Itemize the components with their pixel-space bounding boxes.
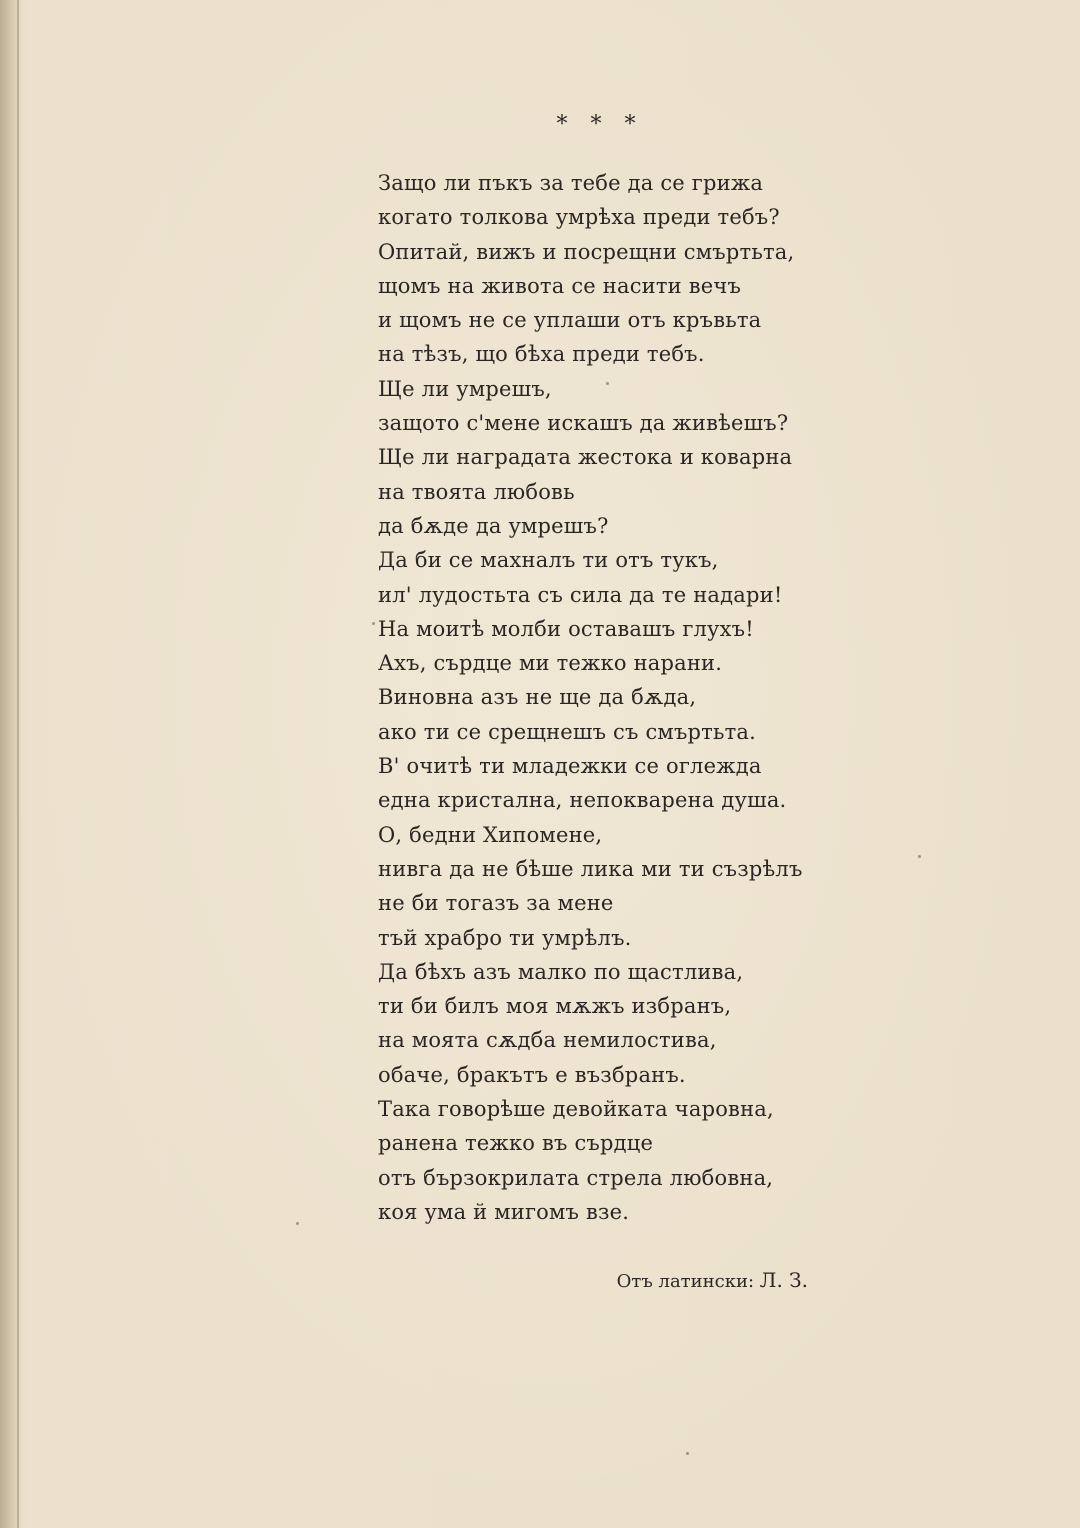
poem-line: щомъ на живота се насити вечъ [378,273,742,298]
poem-line: Виновна азъ не ще да бѫда, [378,685,697,710]
poem-line: тъй храбро ти умрѣлъ. [378,925,632,950]
paper-speck [606,382,609,385]
poem-line: коя ума й мигомъ взе. [378,1199,630,1224]
poem-line: нивга да не бѣше лика ми ти съзрѣлъ [378,856,803,881]
signature-prefix: Отъ латински: [616,1271,755,1292]
poem-line: В' очитѣ ти младежки се оглежда [378,754,762,779]
poem-line: Опитай, вижъ и посрещни смъртьта, [378,239,795,264]
poem-line: Ще ли умрешъ, [378,376,552,401]
paper-speck [686,1452,689,1455]
page-spine-edge [17,0,19,1528]
poem-line: на тѣзъ, що бѣха преди тебъ. [378,342,705,367]
poem-line: Ахъ, сърдце ми тежко нарани. [378,651,723,676]
poem-line: Да бѣхъ азъ малко по щастлива, [378,959,744,984]
poem-line: О, бедни Хипомене, [378,822,603,847]
section-ornament: * * * [556,112,644,137]
poem-line: Ще ли наградата жестока и коварна [378,445,793,470]
poem-line: ако ти се срещнешъ съ смъртьта. [378,719,757,744]
paper-speck [918,855,921,858]
poem-line: и щомъ не се уплаши отъ кръвьта [378,308,762,333]
translator-signature [617,1268,808,1292]
paper-speck [296,1222,299,1225]
poem-line: На моитѣ молби оставашъ глухъ! [378,616,754,641]
poem-body [378,166,828,1229]
poem-line: защото с'мене искашъ да живѣешъ? [378,411,789,436]
poem-line: когато толкова умрѣха преди тебъ? [378,205,780,230]
poem-line: Защо ли пъкъ за тебе да се грижа [378,171,764,195]
poem-line: една кристална, непокварена душа. [378,788,787,813]
poem-line: на твоята любовь [378,479,575,504]
poem-line: отъ бързокрилата стрела любовна, [378,1165,774,1190]
signature-name: Л. З. [759,1268,808,1292]
poem-line: Така говорѣше девойката чаровна, [378,1097,774,1122]
poem-line: на моята сѫдба немилостива, [378,1028,717,1053]
poem-line: ранена тежко въ сърдце [378,1131,654,1156]
poem-line: Да би се махналъ ти отъ тукъ, [378,548,719,573]
paper-speck [372,622,375,625]
poem-line: ти би билъ моя мѫжъ избранъ, [378,994,732,1019]
poem-line: ил' лудостьта съ сила да те надари! [378,582,783,607]
poem-line: да бѫде да умрешъ? [378,513,609,538]
poem-line: не би тогазъ за мене [378,891,614,916]
poem-line: обаче, бракътъ е възбранъ. [378,1062,686,1087]
